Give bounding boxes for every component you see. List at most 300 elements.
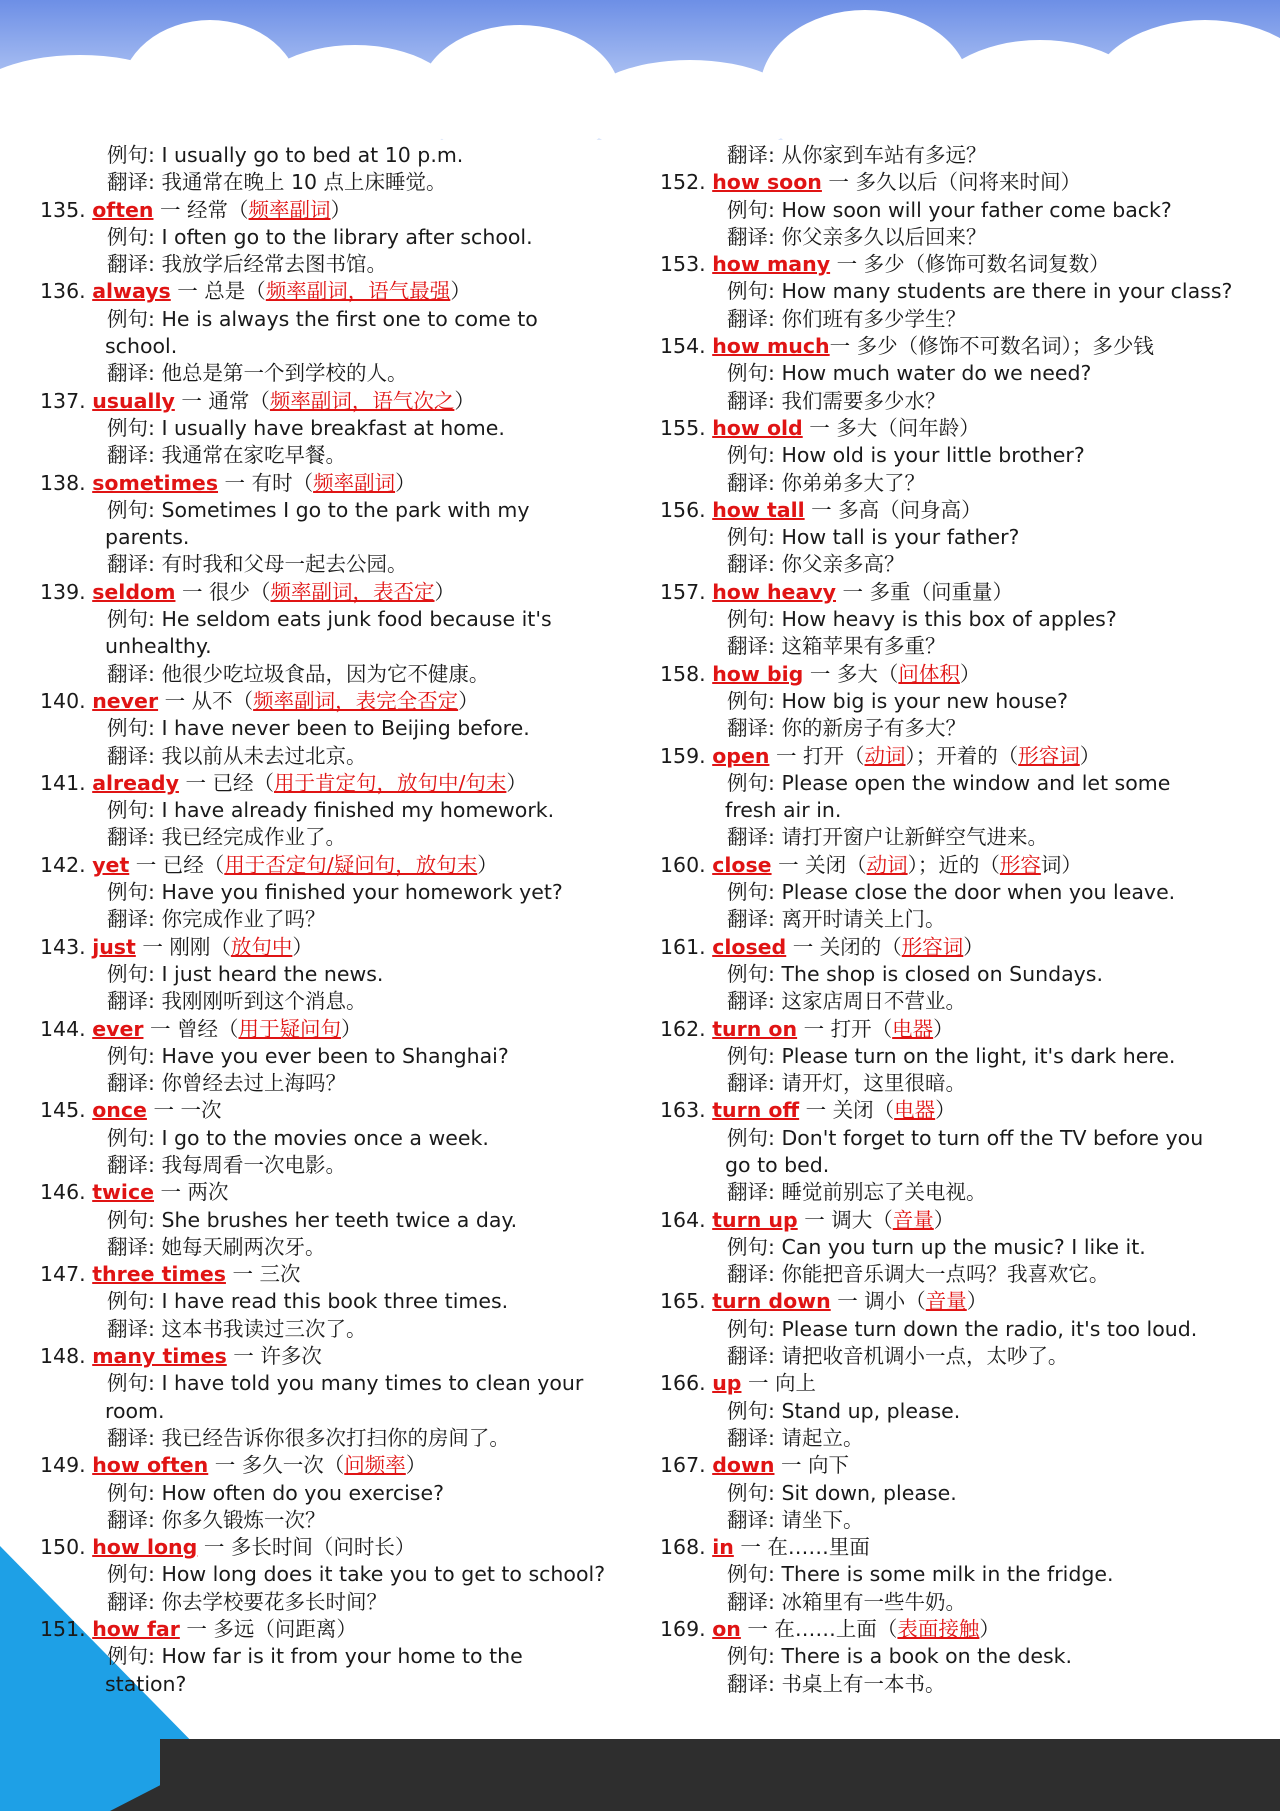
example-sentence bbox=[660, 688, 1260, 715]
translation-text: 睡觉前别忘了关电视。 bbox=[774, 1180, 987, 1205]
vocab-word: three times bbox=[92, 1262, 226, 1287]
translation bbox=[660, 470, 1260, 497]
example-text: Don't forget to turn off the TV before you bbox=[774, 1125, 1204, 1150]
meaning-suffix: ） bbox=[405, 1453, 427, 1478]
vocab-word: how old bbox=[712, 415, 803, 440]
translation-text: 你们班有多少学生？ bbox=[774, 306, 966, 331]
entry-heading bbox=[660, 1534, 1260, 1561]
example-sentence bbox=[40, 1480, 640, 1507]
meaning-suffix: ） bbox=[454, 388, 475, 413]
example-label: 例句: bbox=[107, 306, 155, 331]
meaning: 一 通常（ bbox=[174, 388, 270, 413]
entry-heading bbox=[660, 852, 1260, 879]
usage-note: 频率副词，语气最强 bbox=[265, 279, 451, 304]
translation bbox=[660, 1425, 1260, 1452]
meaning: 一 调大（ bbox=[797, 1207, 893, 1232]
example-sentence bbox=[660, 879, 1260, 906]
translation-label: 翻译: bbox=[727, 907, 775, 932]
example-label: 例句: bbox=[107, 1207, 155, 1232]
example-label: 例句: bbox=[727, 1644, 775, 1669]
example-sentence bbox=[660, 1316, 1260, 1343]
example-label: 例句: bbox=[107, 224, 155, 249]
entry-number: 154. bbox=[660, 334, 706, 359]
example-sentence bbox=[40, 1207, 640, 1234]
usage-note: 音量 bbox=[925, 1289, 967, 1314]
example-sentence bbox=[40, 306, 640, 333]
usage-note: 频率副词 bbox=[313, 470, 396, 495]
example-sentence bbox=[660, 1043, 1260, 1070]
entry-number: 139. bbox=[40, 579, 86, 604]
vocab-word: how heavy bbox=[712, 579, 836, 604]
vocab-entry bbox=[660, 415, 1260, 497]
translation-text: 我每周看一次电影。 bbox=[154, 1152, 346, 1177]
meaning-suffix: ） bbox=[458, 688, 479, 713]
example-label: 例句: bbox=[107, 798, 155, 823]
example-text: I often go to the library after school. bbox=[154, 224, 533, 249]
meaning: 一 多少（修饰不可数名词）；多少钱 bbox=[829, 334, 1154, 359]
translation-text: 这箱苹果有多重？ bbox=[774, 634, 946, 659]
example-text: There is a book on the desk. bbox=[774, 1644, 1073, 1669]
vocab-word: down bbox=[712, 1453, 775, 1478]
translation bbox=[40, 661, 640, 688]
translation bbox=[660, 1261, 1260, 1288]
example-sentence bbox=[40, 606, 640, 633]
vocab-word: ever bbox=[92, 1016, 144, 1041]
example-sentence bbox=[660, 1234, 1260, 1261]
example-label: 例句: bbox=[107, 961, 155, 986]
entry-heading bbox=[660, 333, 1260, 360]
example-label: 例句: bbox=[107, 415, 155, 440]
translation bbox=[40, 1070, 640, 1097]
example-label: 例句: bbox=[107, 1371, 155, 1396]
entry-heading bbox=[660, 169, 1260, 196]
entry-number: 145. bbox=[40, 1098, 86, 1123]
meaning: 一 很少（ bbox=[175, 579, 271, 604]
example-label: 例句: bbox=[727, 688, 775, 713]
entry-heading bbox=[660, 1616, 1260, 1643]
continued-entry: 翻译: 从你家到车站有多远？ bbox=[727, 143, 987, 167]
translation-label: 翻译: bbox=[107, 361, 155, 386]
example-label: 例句: bbox=[727, 443, 775, 468]
translation-label: 翻译: bbox=[107, 1507, 155, 1532]
right-column bbox=[660, 142, 1260, 1698]
translation-text: 请开灯，这里很暗。 bbox=[774, 1071, 966, 1096]
meaning-suffix: ） bbox=[935, 1098, 956, 1123]
entry-heading bbox=[660, 934, 1260, 961]
vocab-entry bbox=[660, 497, 1260, 579]
vocab-entry bbox=[660, 1016, 1260, 1098]
vocab-word: how far bbox=[92, 1617, 180, 1642]
translation-label: 翻译: bbox=[107, 1425, 155, 1450]
translation-label: 翻译: bbox=[107, 443, 155, 468]
entry-heading bbox=[660, 579, 1260, 606]
vocab-entry bbox=[40, 278, 640, 387]
meaning: 一 多大（ bbox=[803, 661, 899, 686]
translation-text: 你父亲多久以后回来？ bbox=[774, 224, 987, 249]
entry-heading bbox=[660, 1452, 1260, 1479]
translation-text: 你曾经去过上海吗？ bbox=[154, 1071, 346, 1096]
meaning: 一 有时（ bbox=[218, 470, 314, 495]
translation-label: 翻译: bbox=[107, 1152, 155, 1177]
example-label: 例句: bbox=[107, 1644, 155, 1669]
usage-note: 电器 bbox=[894, 1098, 936, 1123]
example-sentence bbox=[40, 879, 640, 906]
example-text: Please close the door when you leave. bbox=[774, 880, 1176, 905]
meaning-suffix: ） bbox=[1079, 743, 1101, 768]
meaning-suffix: ） bbox=[933, 1016, 954, 1041]
entry-number: 151. bbox=[40, 1617, 86, 1642]
example-sentence bbox=[40, 1643, 640, 1670]
translation-label: 翻译: bbox=[107, 661, 155, 686]
vocab-entry bbox=[660, 251, 1260, 333]
example-sentence-cont: station? bbox=[105, 1671, 187, 1696]
entry-heading bbox=[40, 197, 640, 224]
usage-note: 形容 bbox=[999, 852, 1041, 877]
translation bbox=[660, 306, 1260, 333]
entry-heading bbox=[660, 415, 1260, 442]
example-label: 例句: bbox=[107, 1125, 155, 1150]
vocab-word: close bbox=[712, 852, 772, 877]
example-sentence bbox=[660, 606, 1260, 633]
entry-heading bbox=[40, 1097, 640, 1124]
entry-heading bbox=[40, 1616, 640, 1643]
translation-text: 她每天刷两次牙。 bbox=[154, 1234, 326, 1259]
vocab-entry bbox=[40, 197, 640, 279]
translation-label: 翻译: bbox=[107, 825, 155, 850]
example-label: 例句: bbox=[727, 197, 775, 222]
example-label: 例句: bbox=[727, 1398, 775, 1423]
vocab-word: usually bbox=[92, 388, 175, 413]
example-label: 例句: bbox=[727, 1316, 775, 1341]
entry-number: 161. bbox=[660, 934, 706, 959]
example-text: I have told you many times to clean your bbox=[154, 1371, 584, 1396]
example-text: I just heard the news. bbox=[154, 961, 384, 986]
entry-number: 165. bbox=[660, 1289, 706, 1314]
continued-entry: 例句: I usually go to bed at 10 p.m. 翻译: 我通常在晚上 10 点上床睡觉。 bbox=[107, 143, 464, 195]
vocab-word: how many bbox=[712, 252, 831, 277]
meaning-suffix: ） bbox=[979, 1617, 1000, 1642]
example-sentence bbox=[660, 1125, 1260, 1152]
example-sentence bbox=[660, 1398, 1260, 1425]
meaning: 一 刚刚（ bbox=[135, 934, 231, 959]
vocab-entry bbox=[40, 579, 640, 688]
entry-heading bbox=[40, 852, 640, 879]
entry-number: 143. bbox=[40, 934, 86, 959]
example-text: The shop is closed on Sundays. bbox=[774, 961, 1104, 986]
example-text: Please turn down the radio, it's too loud. bbox=[774, 1316, 1198, 1341]
example-text: Sit down, please. bbox=[774, 1480, 957, 1505]
meaning: 一 许多次 bbox=[226, 1344, 322, 1369]
entry-heading bbox=[660, 743, 1260, 770]
entry-number: 152. bbox=[660, 170, 706, 195]
usage-note: 电器 bbox=[892, 1016, 934, 1041]
example-text: How tall is your father? bbox=[774, 525, 1020, 550]
meaning-suffix: ） bbox=[292, 934, 313, 959]
example-sentence bbox=[40, 224, 640, 251]
meaning-suffix: ） bbox=[330, 197, 352, 222]
example-text: I usually have breakfast at home. bbox=[154, 415, 505, 440]
left-column bbox=[40, 142, 640, 1698]
footer-band bbox=[160, 1739, 1280, 1811]
vocab-word: how soon bbox=[712, 170, 822, 195]
example-label: 例句: bbox=[107, 716, 155, 741]
usage-note: 动词 bbox=[866, 852, 908, 877]
entry-heading bbox=[660, 1288, 1260, 1315]
vocab-word: sometimes bbox=[92, 470, 219, 495]
vocab-entry bbox=[40, 1097, 640, 1179]
entry-heading bbox=[40, 1534, 640, 1561]
translation-label: 翻译: bbox=[107, 1316, 155, 1341]
example-text: He is always the first one to come to bbox=[154, 306, 538, 331]
meaning-suffix: ） bbox=[450, 279, 471, 304]
vocab-entry bbox=[40, 688, 640, 770]
vocab-entry bbox=[40, 388, 640, 470]
translation-label: 翻译: bbox=[727, 224, 775, 249]
vocab-word: just bbox=[92, 934, 136, 959]
meaning: 一 关闭（ bbox=[799, 1098, 895, 1123]
translation bbox=[660, 633, 1260, 660]
example-sentence bbox=[40, 1561, 640, 1588]
example-sentence bbox=[40, 797, 640, 824]
meaning-suffix: ）；开着的（ bbox=[905, 743, 1019, 768]
translation-label: 翻译: bbox=[107, 252, 155, 277]
example-label: 例句: bbox=[727, 279, 775, 304]
translation-text: 你父亲多高？ bbox=[774, 552, 905, 577]
translation-label: 翻译: bbox=[727, 1262, 775, 1287]
entry-number: 167. bbox=[660, 1453, 706, 1478]
usage-note: 用于否定句/疑问句，放句末 bbox=[224, 852, 478, 877]
meaning-suffix: ） bbox=[434, 579, 455, 604]
translation-text: 你去学校要花多长时间？ bbox=[154, 1589, 387, 1614]
example-label: 例句: bbox=[107, 1289, 155, 1314]
entry-number: 135. bbox=[40, 197, 86, 222]
translation bbox=[660, 1671, 1260, 1698]
vocab-word: open bbox=[712, 743, 770, 768]
translation-label: 翻译: bbox=[727, 470, 775, 495]
example-text: I go to the movies once a week. bbox=[154, 1125, 489, 1150]
translation bbox=[660, 1343, 1260, 1370]
vocab-word: how much bbox=[712, 334, 830, 359]
meaning-suffix: 词） bbox=[1040, 852, 1082, 877]
example-text: I have read this book three times. bbox=[154, 1289, 509, 1314]
translation-label: 翻译: bbox=[727, 552, 775, 577]
example-text: How old is your little brother? bbox=[774, 443, 1085, 468]
usage-note: 表面接触 bbox=[897, 1617, 980, 1642]
translation bbox=[40, 442, 640, 469]
translation-label: 翻译: bbox=[107, 1071, 155, 1096]
meaning-suffix: ） bbox=[966, 1289, 988, 1314]
vocab-entry bbox=[660, 1207, 1260, 1289]
translation-label: 翻译: bbox=[107, 1234, 155, 1259]
example-label: 例句: bbox=[727, 361, 775, 386]
translation bbox=[660, 1507, 1260, 1534]
example-label: 例句: bbox=[727, 961, 775, 986]
meaning: 一 多重（问重量） bbox=[836, 579, 1014, 604]
entry-number: 159. bbox=[660, 743, 706, 768]
entry-number: 160. bbox=[660, 852, 706, 877]
entry-heading bbox=[40, 934, 640, 961]
entry-number: 149. bbox=[40, 1453, 86, 1478]
example-sentence bbox=[660, 1480, 1260, 1507]
entry-number: 157. bbox=[660, 579, 706, 604]
entry-number: 148. bbox=[40, 1344, 86, 1369]
translation-label: 翻译: bbox=[727, 716, 775, 741]
example-label: 例句: bbox=[107, 1043, 155, 1068]
vocab-entry bbox=[660, 1452, 1260, 1534]
entry-number: 168. bbox=[660, 1535, 706, 1560]
translation-label: 翻译: bbox=[107, 907, 155, 932]
entry-heading bbox=[40, 1016, 640, 1043]
example-text: How big is your new house? bbox=[774, 688, 1069, 713]
translation-text: 你的新房子有多大？ bbox=[774, 716, 966, 741]
vocab-entry bbox=[40, 1179, 640, 1261]
vocab-entry bbox=[40, 1616, 640, 1698]
translation bbox=[40, 1507, 640, 1534]
example-text: He seldom eats junk food because it's bbox=[154, 607, 552, 632]
translation-label: 翻译: bbox=[727, 1180, 775, 1205]
entry-heading bbox=[40, 470, 640, 497]
example-sentence-cont: school. bbox=[105, 334, 178, 359]
vocab-entry bbox=[660, 1370, 1260, 1452]
example-label: 例句: bbox=[107, 497, 155, 522]
vocab-list-right bbox=[660, 169, 1260, 1698]
vocab-word: turn on bbox=[712, 1016, 798, 1041]
entry-number: 144. bbox=[40, 1016, 86, 1041]
example-sentence bbox=[660, 197, 1260, 224]
example-text: There is some milk in the fridge. bbox=[774, 1562, 1114, 1587]
meaning: 一 多远（问距离） bbox=[179, 1617, 357, 1642]
entry-number: 137. bbox=[40, 388, 86, 413]
entry-heading bbox=[40, 579, 640, 606]
entry-number: 138. bbox=[40, 470, 86, 495]
example-sentence bbox=[660, 360, 1260, 387]
example-text: Stand up, please. bbox=[774, 1398, 961, 1423]
usage-note: 用于疑问句 bbox=[238, 1016, 342, 1041]
vocab-word: always bbox=[92, 279, 171, 304]
vocab-entry bbox=[660, 1534, 1260, 1616]
example-text: How much water do we need? bbox=[774, 361, 1092, 386]
example-label: 例句: bbox=[727, 1480, 775, 1505]
vocab-entry bbox=[660, 333, 1260, 415]
meaning: 一 向下 bbox=[774, 1453, 850, 1478]
entry-number: 166. bbox=[660, 1371, 706, 1396]
vocab-entry bbox=[40, 1534, 640, 1616]
entry-heading bbox=[660, 497, 1260, 524]
meaning: 一 已经（ bbox=[178, 770, 274, 795]
example-sentence bbox=[40, 1125, 640, 1152]
translation bbox=[660, 906, 1260, 933]
example-sentence-cont: unhealthy. bbox=[105, 634, 212, 659]
meaning-suffix: ） bbox=[506, 770, 527, 795]
translation-label: 翻译: bbox=[727, 634, 775, 659]
translation-text: 他总是第一个到学校的人。 bbox=[154, 361, 408, 386]
translation bbox=[40, 1589, 640, 1616]
vocab-entry bbox=[40, 852, 640, 934]
meaning: 一 多久一次（ bbox=[208, 1453, 345, 1478]
usage-note: 放句中 bbox=[230, 934, 293, 959]
translation bbox=[40, 360, 640, 387]
example-text: Sometimes I go to the park with my bbox=[154, 497, 530, 522]
usage-note: 频率副词 bbox=[248, 197, 331, 222]
entry-number: 136. bbox=[40, 279, 86, 304]
entry-heading bbox=[40, 770, 640, 797]
translation-label: 翻译: bbox=[727, 989, 775, 1014]
translation bbox=[40, 251, 640, 278]
example-text: How far is it from your home to the bbox=[154, 1644, 523, 1669]
meaning-suffix: ） bbox=[963, 934, 984, 959]
example-label: 例句: bbox=[727, 1043, 775, 1068]
meaning: 一 多长时间（问时长） bbox=[197, 1535, 416, 1560]
translation-text: 你多久锻炼一次？ bbox=[154, 1507, 326, 1532]
entry-heading bbox=[40, 278, 640, 305]
entry-number: 147. bbox=[40, 1262, 86, 1287]
meaning: 一 总是（ bbox=[170, 279, 266, 304]
meaning-suffix: ） bbox=[477, 852, 498, 877]
vocab-word: seldom bbox=[92, 579, 176, 604]
vocab-word: closed bbox=[712, 934, 787, 959]
entry-number: 146. bbox=[40, 1180, 86, 1205]
entry-number: 156. bbox=[660, 497, 706, 522]
example-sentence-cont: go to bed. bbox=[725, 1152, 830, 1177]
example-text: How heavy is this box of apples? bbox=[774, 607, 1117, 632]
usage-note: 问体积 bbox=[898, 661, 960, 686]
vocab-entry bbox=[660, 852, 1260, 934]
entry-heading bbox=[660, 1207, 1260, 1234]
vocab-word: turn off bbox=[712, 1098, 800, 1123]
translation bbox=[660, 1179, 1260, 1206]
translation-text: 有时我和父母一起去公园。 bbox=[154, 552, 408, 577]
vocab-word: turn up bbox=[712, 1207, 798, 1232]
translation-text: 我放学后经常去图书馆。 bbox=[154, 252, 387, 277]
meaning: 一 关闭的（ bbox=[786, 934, 902, 959]
translation-text: 书桌上有一本书。 bbox=[774, 1671, 946, 1696]
example-sentence bbox=[660, 278, 1260, 305]
meaning: 一 在……上面（ bbox=[740, 1617, 898, 1642]
entry-number: 169. bbox=[660, 1617, 706, 1642]
usage-note: 频率副词，语气次之 bbox=[269, 388, 455, 413]
translation bbox=[660, 388, 1260, 415]
vocab-entry bbox=[660, 743, 1260, 852]
vocab-word: how long bbox=[92, 1535, 198, 1560]
entry-heading bbox=[660, 1016, 1260, 1043]
example-text: Have you finished your homework yet? bbox=[154, 880, 563, 905]
example-sentence bbox=[40, 715, 640, 742]
meaning: 一 从不（ bbox=[158, 688, 254, 713]
entry-number: 162. bbox=[660, 1016, 706, 1041]
vocab-entry bbox=[660, 1097, 1260, 1206]
example-label: 例句: bbox=[107, 607, 155, 632]
translation bbox=[40, 988, 640, 1015]
vocab-entry bbox=[40, 470, 640, 579]
vocab-word: how tall bbox=[712, 497, 805, 522]
meaning: 一 多高（问身高） bbox=[804, 497, 982, 522]
example-sentence bbox=[40, 415, 640, 442]
translation-label: 翻译: bbox=[727, 1071, 775, 1096]
example-sentence bbox=[660, 770, 1260, 797]
example-label: 例句: bbox=[727, 1562, 775, 1587]
translation-text: 冰箱里有一些牛奶。 bbox=[774, 1589, 966, 1614]
translation-text: 我们需要多少水？ bbox=[774, 388, 946, 413]
meaning: 一 打开（ bbox=[797, 1016, 893, 1041]
translation-text: 请把收音机调小一点，太吵了。 bbox=[774, 1344, 1069, 1369]
example-text: Please turn on the light, it's dark here. bbox=[774, 1043, 1176, 1068]
entry-heading bbox=[660, 661, 1260, 688]
vocab-entry bbox=[40, 1016, 640, 1098]
vocab-word: up bbox=[712, 1371, 742, 1396]
entry-heading bbox=[40, 1343, 640, 1370]
translation-label: 翻译: bbox=[727, 306, 775, 331]
example-sentence-cont: fresh air in. bbox=[725, 798, 842, 823]
